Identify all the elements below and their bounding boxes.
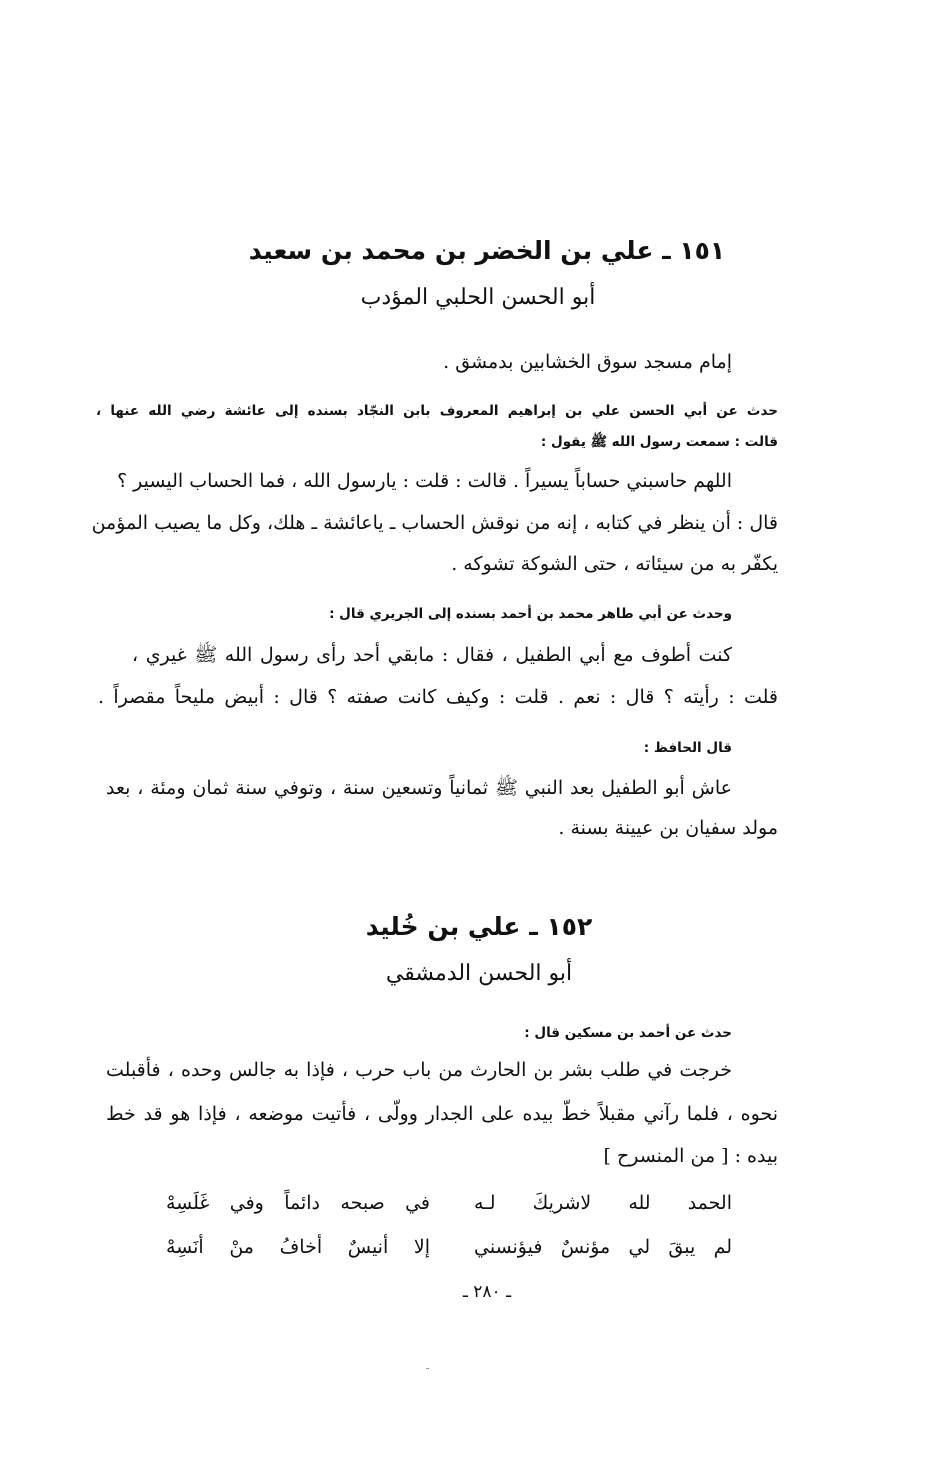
scan-speck [426, 1368, 429, 1369]
entry-151-isnad-line-1: حدث عن أبي الحسن علي بن إبراهيم المعروف بابن النجّاد بسنده إلى عائشة رضي الله عنها ، [96, 403, 778, 419]
entry-151-text-2-line-2: قلت : رأيته ؟ قال : نعم . قلت : وكيف كانت صفته ؟ قال : أبيض مليحاً مقصراً . [98, 686, 778, 708]
verse-2-first-hemistich: لم يبقَ لي مؤنسٌ فيؤنسني [474, 1236, 732, 1258]
page-number: ـ ٢٨٠ ـ [462, 1282, 512, 1302]
entry-152-text-line-2: نحوه ، فلما رآني مقبلاً خطّ بيده على الجدار وولّى ، فأتيت موضعه ، فإذا هو قد خط [106, 1103, 778, 1125]
entry-151-isnad-2: وحدث عن أبي طاهر محمد بن أحمد بسنده إلى الجريري قال : [329, 606, 732, 622]
entry-151-intro: إمام مسجد سوق الخشابين بدمشق . [443, 351, 732, 373]
entry-151-text-3-line-2: مولد سفيان بن عيينة بسنة . [558, 817, 778, 839]
entry-152-isnad: حدث عن أحمد بن مسكين قال : [524, 1025, 732, 1041]
verse-2-second-hemistich: إلا أنيسٌ أخافُ منْ أنَسِهْ [166, 1236, 430, 1258]
entry-152-subtitle: أبو الحسن الدمشقي [385, 961, 573, 986]
entry-151-subtitle: أبو الحسن الحلبي المؤدب [360, 285, 596, 310]
verse-1-first-hemistich: الحمد لله لاشريكَ لـه [474, 1192, 732, 1214]
entry-151-text-3-line-1: عاش أبو الطفيل بعد النبي ﷺ ثمانياً وتسعين سنة ، وتوفي سنة ثمان ومئة ، بعد [106, 777, 732, 799]
verse-1-second-hemistich: في صبحه دائماً وفي غَلَسِهْ [166, 1192, 430, 1214]
entry-152-text-line-1: خرجت في طلب بشر بن الحارث من باب حرب ، فإذا به جالس وحده ، فأقبلت [106, 1059, 732, 1081]
entry-151-title: ١٥١ ـ علي بن الخضر بن محمد بن سعيد [248, 236, 726, 265]
hafiz-label: قال الحافظ : [643, 740, 732, 756]
entry-151-isnad-line-2: قالت : سمعت رسول الله ﷺ يقول : [540, 434, 778, 450]
entry-151-text-line-1: اللهم حاسبني حساباً يسيراً . قالت : قلت : يارسول الله ، فما الحساب اليسير ؟ [117, 470, 732, 492]
entry-151-text-line-3: يكفّر به من سيئاته ، حتى الشوكة تشوكه . [451, 553, 778, 575]
entry-151-text-line-2: قال : أن ينظر في كتابه ، إنه من نوقش الحساب ـ ياعائشة ـ هلك، وكل ما يصيب المؤمن [91, 512, 778, 534]
entry-151-text-2-line-1: كنت أطوف مع أبي الطفيل ، فقال : مابقي أحد رأى رسول الله ﷺ غيري ، [132, 644, 732, 666]
entry-152-title: ١٥٢ ـ علي بن خُليد [365, 912, 593, 941]
entry-152-text-line-3: بيده : [ من المنسرح ] [603, 1145, 778, 1167]
